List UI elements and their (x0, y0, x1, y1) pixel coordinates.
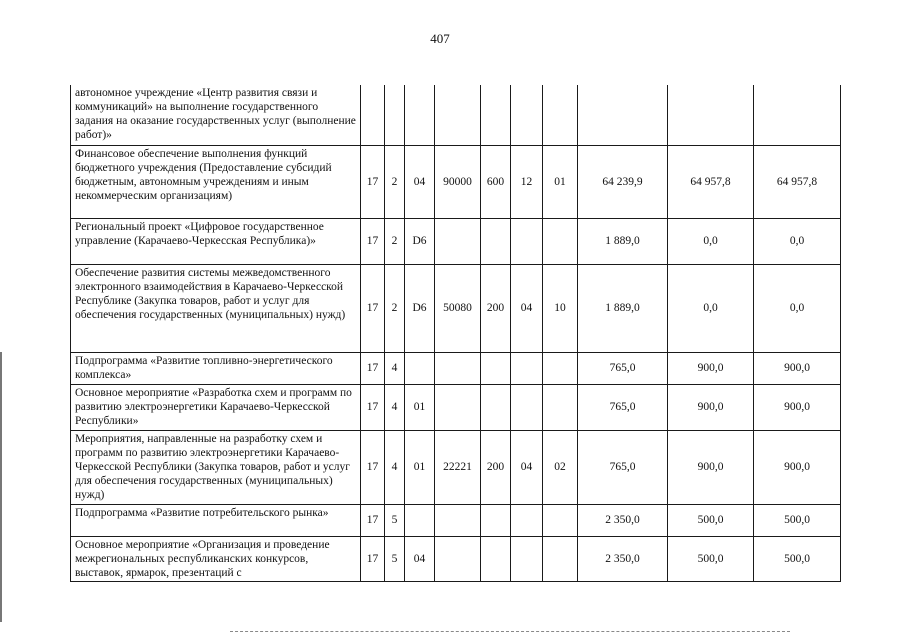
code-subsection (543, 218, 578, 264)
code-event: D6 (405, 264, 435, 352)
item-name: Подпрограмма «Развитие топливно-энергетического комплекса» (71, 352, 361, 384)
amount-year-1: 765,0 (578, 352, 668, 384)
table-row (71, 218, 841, 264)
amount-year-2: 900,0 (668, 352, 754, 384)
code-subprogram: 4 (385, 430, 405, 504)
item-name: Обеспечение развития системы межведомственного электронного взаимодействия в Карачаево-Черкесской Республике (Закупка товаров, работ и услуг для обеспечения государственных (муниципальных) нужд) (71, 264, 361, 352)
code-expense-type: 200 (481, 264, 511, 352)
code-event (405, 504, 435, 536)
amount-year-1: 2 350,0 (578, 536, 668, 581)
code-ministry: 17 (361, 264, 385, 352)
amount-year-1: 64 239,9 (578, 145, 668, 218)
code-subprogram (385, 85, 405, 145)
amount-year-3: 500,0 (754, 504, 841, 536)
code-expense-type (481, 384, 511, 430)
table-row (71, 264, 841, 352)
code-section: 04 (511, 430, 543, 504)
amount-year-2: 500,0 (668, 536, 754, 581)
code-subsection (543, 504, 578, 536)
code-section (511, 504, 543, 536)
table-row (71, 145, 841, 218)
code-subprogram: 5 (385, 504, 405, 536)
scan-edge-mark (0, 352, 2, 622)
code-subprogram: 2 (385, 218, 405, 264)
code-subsection: 10 (543, 264, 578, 352)
code-subprogram: 4 (385, 352, 405, 384)
amount-year-2: 500,0 (668, 504, 754, 536)
code-subsection (543, 352, 578, 384)
table-row (71, 504, 841, 536)
code-section (511, 384, 543, 430)
amount-year-3: 900,0 (754, 352, 841, 384)
amount-year-1: 765,0 (578, 430, 668, 504)
amount-year-3: 900,0 (754, 384, 841, 430)
code-expense-type: 200 (481, 430, 511, 504)
code-subsection: 01 (543, 145, 578, 218)
code-ministry: 17 (361, 218, 385, 264)
code-direction: 50080 (435, 264, 481, 352)
code-expense-type (481, 536, 511, 581)
amount-year-3: 0,0 (754, 218, 841, 264)
table-row (71, 85, 841, 145)
amount-year-3 (754, 85, 841, 145)
scan-artifact-line (230, 631, 790, 633)
code-ministry: 17 (361, 145, 385, 218)
code-event: D6 (405, 218, 435, 264)
code-section (511, 85, 543, 145)
code-subsection: 02 (543, 430, 578, 504)
amount-year-2: 0,0 (668, 264, 754, 352)
code-section: 04 (511, 264, 543, 352)
code-direction (435, 352, 481, 384)
table-row (71, 536, 841, 581)
code-expense-type (481, 85, 511, 145)
item-name: Основное мероприятие «Разработка схем и программ по развитию электроэнергетики Карачаево-Черкесской Республики» (71, 384, 361, 430)
code-expense-type: 600 (481, 145, 511, 218)
item-name: Мероприятия, направленные на разработку схем и программ по развитию электроэнергетики Карачаево-Черкесской Республики (Закупка товаров, работ и услуг для обеспечения государственных (муниципальных) нужд) (71, 430, 361, 504)
code-section: 12 (511, 145, 543, 218)
amount-year-1: 765,0 (578, 384, 668, 430)
amount-year-3: 500,0 (754, 536, 841, 581)
code-subsection (543, 536, 578, 581)
amount-year-2 (668, 85, 754, 145)
code-ministry: 17 (361, 384, 385, 430)
amount-year-2: 900,0 (668, 384, 754, 430)
code-direction (435, 218, 481, 264)
code-expense-type (481, 352, 511, 384)
amount-year-1: 2 350,0 (578, 504, 668, 536)
code-direction (435, 504, 481, 536)
amount-year-2: 900,0 (668, 430, 754, 504)
code-ministry (361, 85, 385, 145)
table-row (71, 384, 841, 430)
amount-year-2: 0,0 (668, 218, 754, 264)
code-direction (435, 536, 481, 581)
code-subsection (543, 384, 578, 430)
amount-year-1 (578, 85, 668, 145)
code-event: 01 (405, 430, 435, 504)
code-ministry: 17 (361, 352, 385, 384)
amount-year-1: 1 889,0 (578, 218, 668, 264)
code-expense-type (481, 504, 511, 536)
code-section (511, 352, 543, 384)
amount-year-3: 900,0 (754, 430, 841, 504)
code-event (405, 85, 435, 145)
table-row (71, 352, 841, 384)
amount-year-3: 64 957,8 (754, 145, 841, 218)
code-ministry: 17 (361, 504, 385, 536)
code-event: 04 (405, 536, 435, 581)
code-expense-type (481, 218, 511, 264)
code-event (405, 352, 435, 384)
code-ministry: 17 (361, 536, 385, 581)
item-name: Подпрограмма «Развитие потребительского рынка» (71, 504, 361, 536)
amount-year-1: 1 889,0 (578, 264, 668, 352)
code-direction (435, 384, 481, 430)
code-subprogram: 2 (385, 145, 405, 218)
table-row (71, 430, 841, 504)
page-number: 407 (430, 31, 450, 46)
code-event: 01 (405, 384, 435, 430)
code-ministry: 17 (361, 430, 385, 504)
item-name: Основное мероприятие «Организация и проведение межрегиональных республиканских конкурсов, выставок, ярмарок, презентаций с (71, 536, 361, 581)
code-subprogram: 4 (385, 384, 405, 430)
code-section (511, 218, 543, 264)
code-subsection (543, 85, 578, 145)
code-subprogram: 5 (385, 536, 405, 581)
item-name: Региональный проект «Цифровое государственное управление (Карачаево-Черкесская Республика)» (71, 218, 361, 264)
code-direction (435, 85, 481, 145)
amount-year-2: 64 957,8 (668, 145, 754, 218)
amount-year-3: 0,0 (754, 264, 841, 352)
code-subprogram: 2 (385, 264, 405, 352)
code-event: 04 (405, 145, 435, 218)
code-direction: 22221 (435, 430, 481, 504)
code-direction: 90000 (435, 145, 481, 218)
budget-table (70, 85, 841, 582)
item-name: автономное учреждение «Центр развития связи и коммуникаций» на выполнение государственного задания на оказание государственных услуг (выполнение работ)» (71, 85, 361, 145)
item-name: Финансовое обеспечение выполнения функций бюджетного учреждения (Предоставление субсидий бюджетным, автономным учреждениям и иным некоммерческим организациям) (71, 145, 361, 218)
code-section (511, 536, 543, 581)
